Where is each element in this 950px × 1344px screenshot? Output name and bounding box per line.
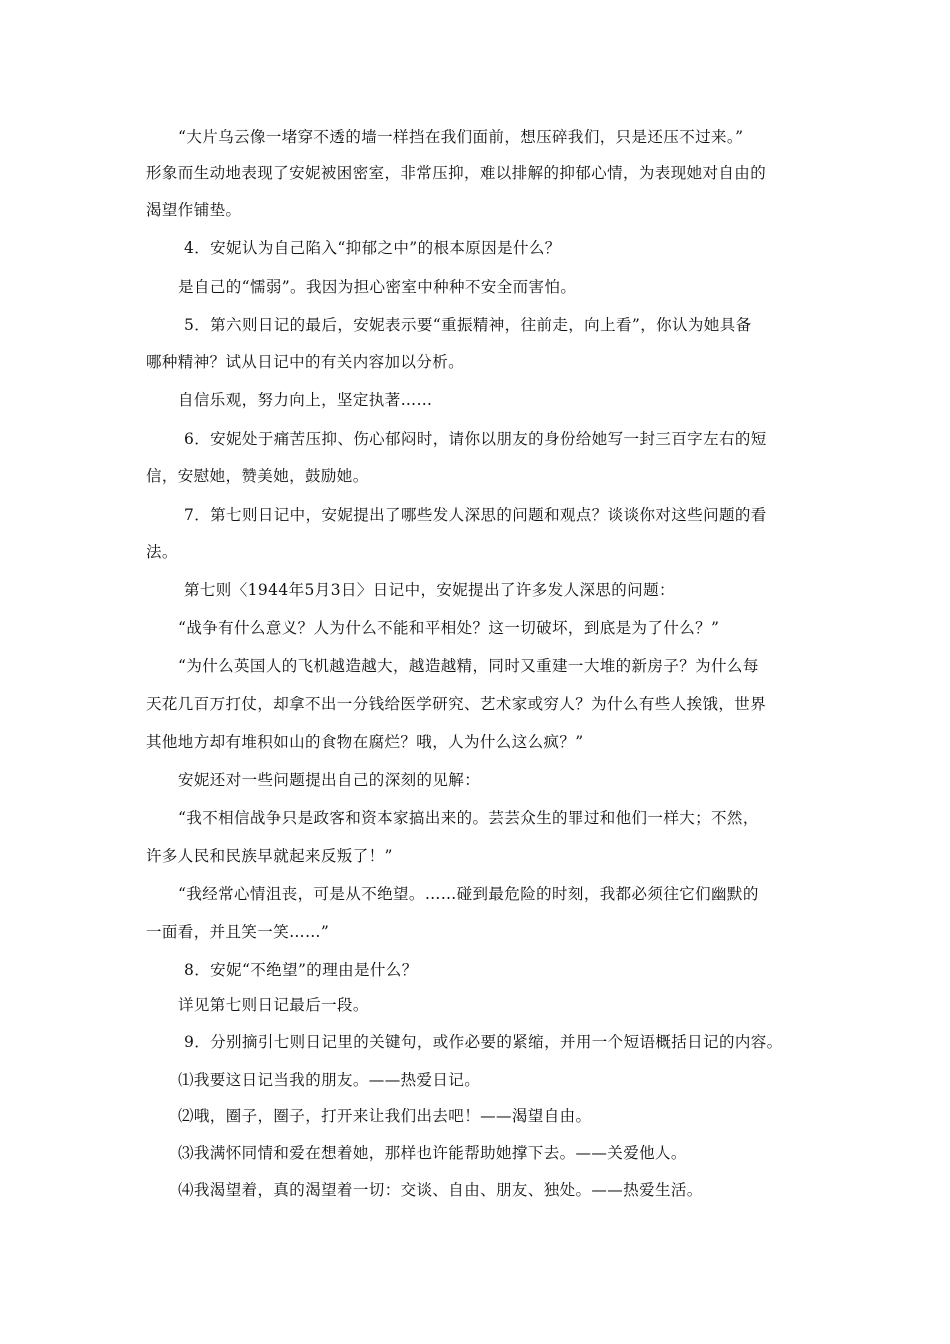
list-item: ⑷我渴望着，真的渴望着一切：交谈、自由、朋友、独处。——热爱生活。 [178,1181,703,1199]
text-line: 信，安慰她，赞美她，鼓励她。 [146,467,369,485]
quote-line: “战争有什么意义？人为什么不能和平相处？这一切破坏，到底是为了什么？” [178,619,720,637]
text-line: 其他地方却有堆积如山的食物在腐烂？哦，人为什么这么疯？” [146,733,584,751]
quote-line: “我经常心情沮丧，可是从不绝望。……碰到最危险的时刻，我都必须往它们幽默的 [178,885,759,903]
quote-line: “为什么英国人的飞机越造越大，越造越精，同时又重建一大堆的新房子？为什么每 [178,657,759,675]
list-item: ⑴我要这日记当我的朋友。——热爱日记。 [178,1071,481,1089]
text-line: 哪种精神？试从日记中的有关内容加以分析。 [146,353,465,371]
quote-line: “我不相信战争只是政客和资本家搞出来的。芸芸众生的罪过和他们一样大；不然， [178,809,759,827]
question-8: 8．安妮“不绝望”的理由是什么？ [184,961,418,979]
text-line: 天花几百万打仗，却拿不出一分钱给医学研究、艺术家或穷人？为什么有些人挨饿，世界 [146,695,767,713]
list-item: ⑵哦，圈子，圈子，打开来让我们出去吧！——渴望自由。 [178,1107,592,1125]
question-6: 6．安妮处于痛苦压抑、伤心郁闷时，请你以朋友的身份给她写一封三百字左右的短 [184,430,767,448]
question-9: 9．分别摘引七则日记里的关键句，或作必要的紧缩，并用一个短语概括日记的内容。 [184,1033,783,1051]
question-5: 5．第六则日记的最后，安妮表示要“重振精神，往前走，向上看”，你认为她具备 [184,316,752,334]
question-4: 4．安妮认为自己陷入“抑郁之中”的根本原因是什么？ [184,239,561,257]
answer-5: 自信乐观，努力向上，坚定执著…… [178,391,433,409]
answer-8: 详见第七则日记最后一段。 [178,996,369,1014]
text-line: 一面看，并且笑一笑……” [146,923,330,941]
answer-4: 是自己的“懦弱”。我因为担心密室中种种不安全而害怕。 [178,278,577,296]
text-line: “大片乌云像一堵穿不透的墙一样挡在我们面前，想压碎我们，只是还压不过来。” [178,128,744,146]
text-line: 许多人民和民族早就起来反叛了！” [146,847,393,865]
answer-7: 第七则〈1944年5月3日〉日记中，安妮提出了许多发人深思的问题： [184,581,675,599]
text-line: 渴望作铺垫。 [146,201,242,219]
text-line: 安妮还对一些问题提出自己的深刻的见解： [178,771,481,789]
question-7: 7．第七则日记中，安妮提出了哪些发人深思的问题和观点？谈谈你对这些问题的看 [184,506,767,524]
text-line: 法。 [146,543,178,561]
list-item: ⑶我满怀同情和爱在想着她，那样也许能帮助她撑下去。——关爱他人。 [178,1144,687,1162]
text-line: 形象而生动地表现了安妮被困密室，非常压抑，难以排解的抑郁心情，为表现她对自由的 [146,164,767,182]
